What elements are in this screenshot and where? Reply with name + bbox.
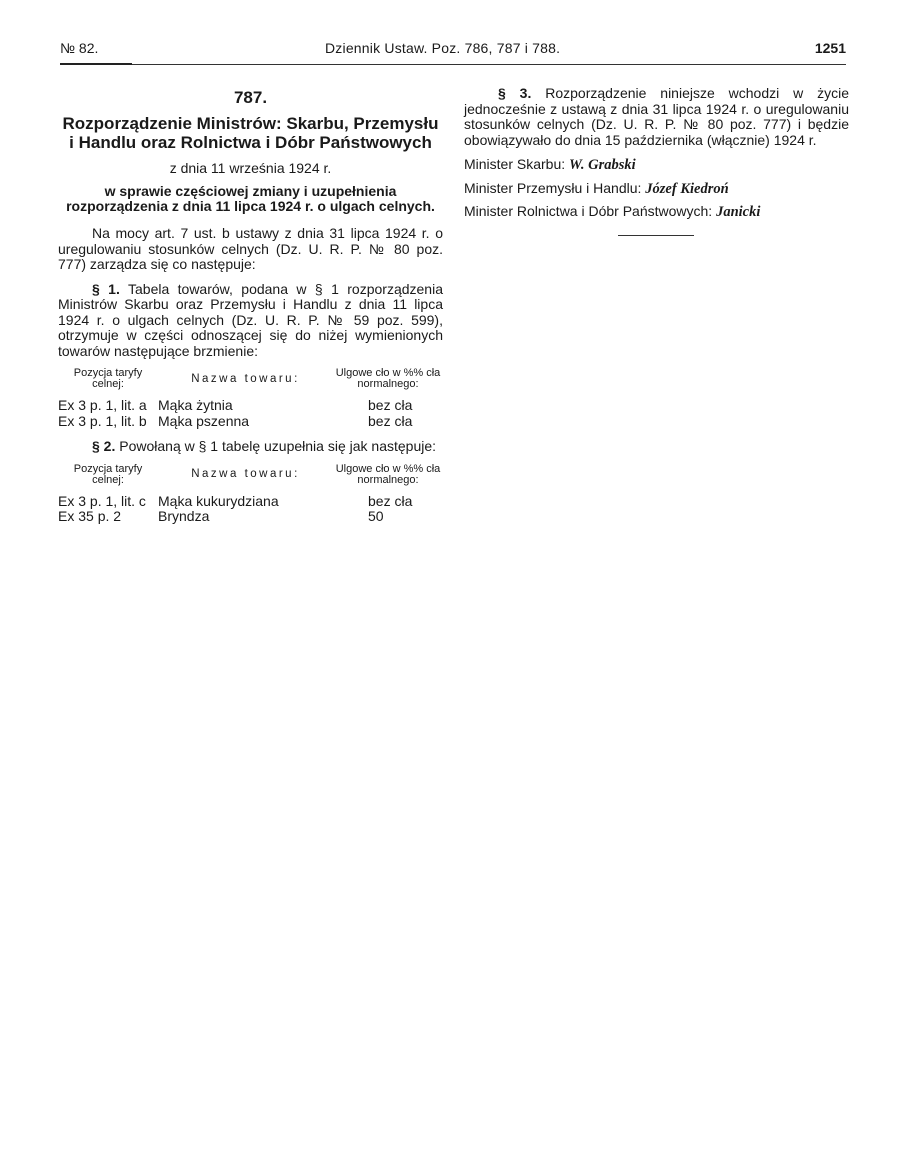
page-header <box>60 40 846 62</box>
signature-line <box>464 157 849 174</box>
signature-name: Janicki <box>716 204 761 220</box>
page-number: 1251 <box>814 40 846 56</box>
table-2-header-name: Nazwa towaru: <box>191 468 300 480</box>
regulation-date: z dnia 11 września 1924 r. <box>169 159 332 176</box>
signature-line <box>464 204 849 221</box>
table-cell-position: Ex 3 p. 1, lit. b <box>58 412 147 429</box>
table-row <box>58 414 443 430</box>
issue-number: № 82. <box>60 40 99 56</box>
section-3-label: § 3. <box>498 85 532 101</box>
regulation-subject: w sprawie częściowej zmiany i uzupełnienia rozporządzenia z dnia 11 lipca 1924 r. o ulgach celnych. <box>66 183 435 214</box>
table-2-header-duty: Ulgowe cło w %% cła normalnego: <box>335 462 441 486</box>
signature-name: Józef Kiedroń <box>645 180 729 197</box>
signature-line <box>464 181 849 198</box>
signature-role: Minister Rolnictwa i Dóbr Państwowych: <box>464 203 713 219</box>
end-rule <box>618 235 694 236</box>
table-cell-duty: bez cła <box>368 492 413 509</box>
table-cell-duty: 50 <box>368 508 384 524</box>
table-cell-name: Mąka pszenna <box>158 412 250 429</box>
tariff-table-2 <box>58 464 443 525</box>
section-2-label: § 2. <box>92 438 116 454</box>
section-2-text: Powołaną w § 1 tabelę uzupełnia się jak następuje: <box>119 438 437 454</box>
section-3 <box>464 86 849 148</box>
table-cell-position: Ex 3 p. 1, lit. a <box>58 397 147 413</box>
table-cell-duty: bez cła <box>368 397 413 413</box>
regulation-title: Rozporządzenie Ministrów: Skarbu, Przemysłu i Handlu oraz Rolnictwa i Dóbr Państwowych <box>62 113 439 152</box>
preamble: Na mocy art. 7 ust. b ustawy z dnia 31 lipca 1924 r. o uregulowaniu stosunków celnych (Dz. U. R. P. № 80 poz. 777) zarządza się co następuje: <box>58 225 443 272</box>
publication-title: Dziennik Ustaw. Poz. 786, 787 i 788. <box>325 40 561 56</box>
table-1-header-name: Nazwa towaru: <box>191 372 300 385</box>
signature-role: Minister Skarbu: <box>464 156 566 172</box>
table-row <box>58 494 443 510</box>
table-row <box>58 398 443 414</box>
table-cell-name: Mąka kukurydziana <box>158 492 279 509</box>
signature-name: W. Grabski <box>569 157 636 173</box>
table-1-header-position: Pozycja taryfy celnej: <box>73 367 143 390</box>
table-row <box>58 509 443 525</box>
header-rule <box>60 64 846 65</box>
position-number: 787. <box>233 88 268 107</box>
table-cell-duty: bez cła <box>368 412 413 429</box>
signature-role: Minister Przemysłu i Handlu: <box>464 179 642 196</box>
tariff-table-1 <box>58 368 443 429</box>
header-rule-accent <box>60 63 132 65</box>
table-cell-position: Ex 3 p. 1, lit. c <box>58 492 146 509</box>
right-column <box>464 86 849 236</box>
section-1-label: § 1. <box>92 280 120 297</box>
table-2-header-position: Pozycja taryfy celnej: <box>73 462 143 486</box>
table-cell-position: Ex 35 p. 2 <box>58 508 122 524</box>
section-2 <box>58 439 443 455</box>
section-1 <box>58 282 443 360</box>
table-cell-name: Mąka żytnia <box>158 397 233 413</box>
left-column <box>58 90 443 535</box>
section-3-text: Rozporządzenie niniejsze wchodzi w życie jednocześnie z ustawą z dnia 31 lipca 1924 r. o uregulowaniu stosunków celnych (Dz. U. R. P. № 80 poz. 777) i będzie obowiązywało do dnia 15 października (włącznie) 1924 r. <box>464 85 849 148</box>
section-1-text: Tabela towarów, podana w § 1 rozporządzenia Ministrów Skarbu oraz Przemysłu i Handlu z dnia 11 lipca 1924 r. o ulgach celnych (Dz. U. R. P. № 59 poz. 599), otrzymuje w części odnoszącej się do niżej wymienionych towarów następujące brzmienie: <box>58 280 443 359</box>
table-1-header-duty: Ulgowe cło w %% cła normalnego: <box>335 367 441 390</box>
table-cell-name: Bryndza <box>158 508 210 524</box>
